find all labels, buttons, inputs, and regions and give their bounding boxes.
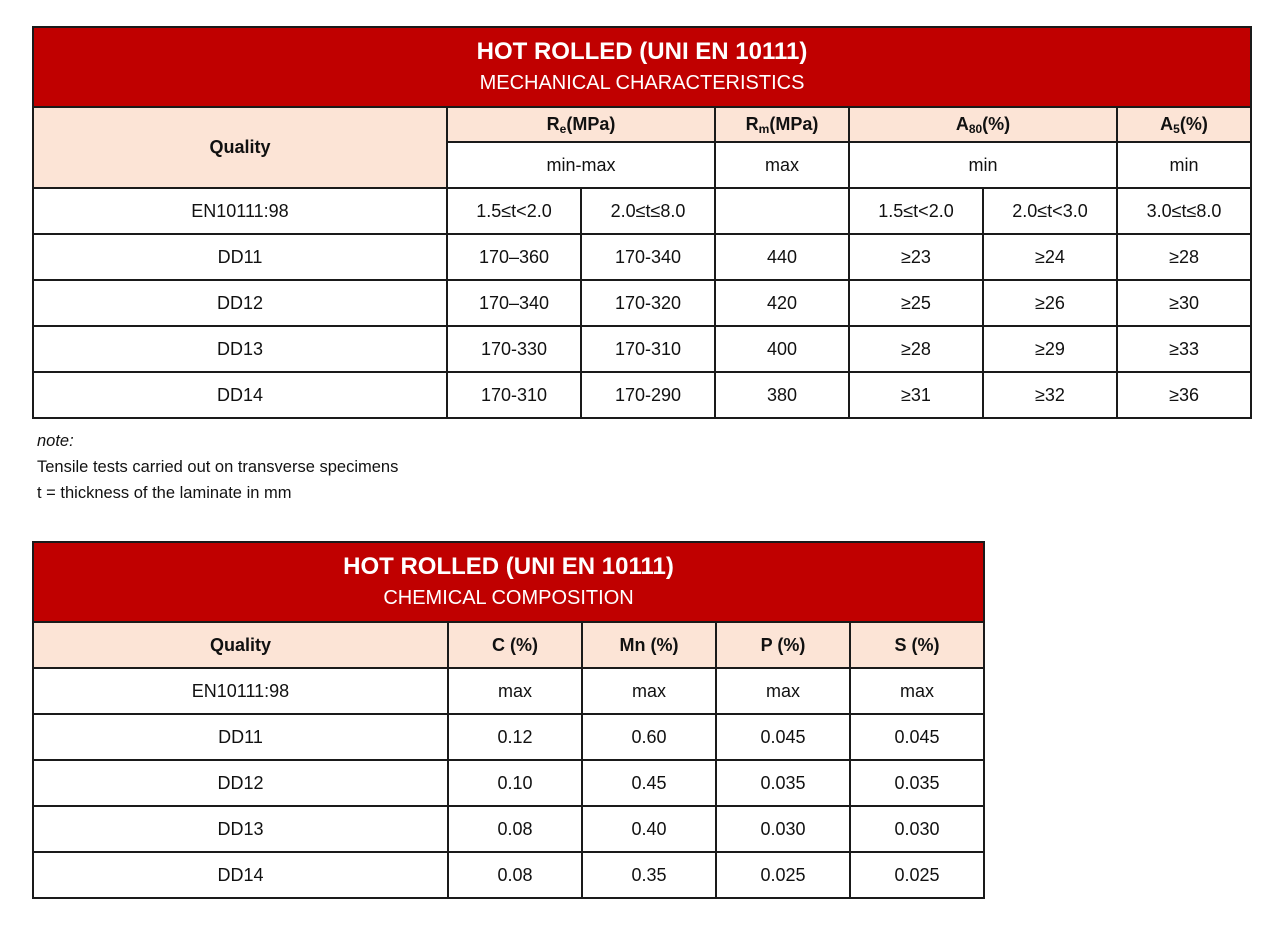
quality-cell: DD14	[33, 852, 448, 898]
table-cell: max	[582, 668, 716, 714]
table-cell: ≥26	[983, 280, 1117, 326]
table-cell: max	[716, 668, 850, 714]
table-row	[33, 668, 984, 714]
quality-cell: EN10111:98	[33, 668, 448, 714]
quality-header: Quality	[33, 622, 448, 668]
manganese-header: Mn (%)	[582, 622, 716, 668]
table-cell: 0.12	[448, 714, 582, 760]
table-cell: ≥31	[849, 372, 983, 418]
table-cell: 170-340	[581, 234, 715, 280]
table-cell: 170-330	[447, 326, 581, 372]
table-cell: 1.5≤t<2.0	[447, 188, 581, 234]
notes-block	[37, 428, 398, 506]
chemical-subtitle: CHEMICAL COMPOSITION	[383, 587, 634, 609]
table-cell: ≥36	[1117, 372, 1251, 418]
table-cell: 0.45	[582, 760, 716, 806]
table-cell: 0.045	[716, 714, 850, 760]
table-cell: 170-310	[581, 326, 715, 372]
table-cell: ≥33	[1117, 326, 1251, 372]
table-cell: 0.025	[850, 852, 984, 898]
table-cell: 0.045	[850, 714, 984, 760]
quality-cell: DD12	[33, 760, 448, 806]
table-cell: 1.5≤t<2.0	[849, 188, 983, 234]
table-row	[33, 326, 1251, 372]
rm-header: $R_m(MPa)$	[715, 107, 849, 142]
a5-header: $A_5(\%)$	[1117, 107, 1251, 142]
chemical-title: HOT ROLLED (UNI EN 10111)	[343, 553, 674, 580]
table-cell: 380	[715, 372, 849, 418]
table-cell	[715, 188, 849, 234]
table-cell: ≥30	[1117, 280, 1251, 326]
table-cell: 400	[715, 326, 849, 372]
table-cell: 2.0≤t<3.0	[983, 188, 1117, 234]
a80-limit: min	[849, 142, 1117, 188]
mechanical-subtitle: MECHANICAL CHARACTERISTICS	[479, 72, 805, 94]
table-cell: 0.08	[448, 852, 582, 898]
rm-limit: max	[715, 142, 849, 188]
phosphorus-header: P (%)	[716, 622, 850, 668]
table-cell: 420	[715, 280, 849, 326]
note-line: t = thickness of the laminate in mm	[37, 484, 292, 502]
mechanical-title: HOT ROLLED (UNI EN 10111)	[476, 38, 808, 65]
table-row	[33, 714, 984, 760]
quality-cell: EN10111:98	[33, 188, 447, 234]
carbon-header: C (%)	[448, 622, 582, 668]
quality-header: Quality	[33, 107, 447, 188]
table-row	[33, 806, 984, 852]
table-cell: 170–340	[447, 280, 581, 326]
table-cell: 0.35	[582, 852, 716, 898]
table-cell: 0.025	[716, 852, 850, 898]
table-cell: 2.0≤t≤8.0	[581, 188, 715, 234]
table-cell: 0.030	[716, 806, 850, 852]
table-cell: 0.10	[448, 760, 582, 806]
table-cell: ≥25	[849, 280, 983, 326]
table-cell: 0.40	[582, 806, 716, 852]
note-label: note:	[37, 432, 74, 450]
chemical-composition-table	[32, 541, 985, 899]
table-cell: 0.030	[850, 806, 984, 852]
quality-cell: DD13	[33, 806, 448, 852]
table-cell: 170-320	[581, 280, 715, 326]
table-cell: 0.035	[716, 760, 850, 806]
table-cell: ≥32	[983, 372, 1117, 418]
quality-cell: DD11	[33, 234, 447, 280]
table-cell: ≥24	[983, 234, 1117, 280]
table-cell: 170-290	[581, 372, 715, 418]
table-row	[33, 234, 1251, 280]
a5-limit: min	[1117, 142, 1251, 188]
quality-cell: DD14	[33, 372, 447, 418]
table-cell: ≥29	[983, 326, 1117, 372]
re-limit: min-max	[447, 142, 715, 188]
table-cell: 0.60	[582, 714, 716, 760]
table-cell: 0.035	[850, 760, 984, 806]
table-row	[33, 280, 1251, 326]
quality-cell: DD12	[33, 280, 447, 326]
chemical-title-block	[33, 542, 984, 622]
quality-cell: DD13	[33, 326, 447, 372]
table-cell: 170-310	[447, 372, 581, 418]
a80-header: $A_{80}(\%)$	[849, 107, 1117, 142]
table-row	[33, 760, 984, 806]
table-cell: ≥28	[1117, 234, 1251, 280]
table-row	[33, 188, 1251, 234]
table-cell: 440	[715, 234, 849, 280]
mechanical-title-block	[33, 27, 1251, 107]
mechanical-characteristics-table	[32, 26, 1252, 419]
table-cell: max	[850, 668, 984, 714]
sulfur-header: S (%)	[850, 622, 984, 668]
table-cell: max	[448, 668, 582, 714]
table-cell: 0.08	[448, 806, 582, 852]
table-cell: 170–360	[447, 234, 581, 280]
note-line: Tensile tests carried out on transverse specimens	[37, 458, 399, 476]
table-cell: 3.0≤t≤8.0	[1117, 188, 1251, 234]
re-header: $R_e(MPa)$	[447, 107, 715, 142]
table-row	[33, 372, 1251, 418]
quality-cell: DD11	[33, 714, 448, 760]
table-row	[33, 852, 984, 898]
table-cell: ≥23	[849, 234, 983, 280]
table-cell: ≥28	[849, 326, 983, 372]
